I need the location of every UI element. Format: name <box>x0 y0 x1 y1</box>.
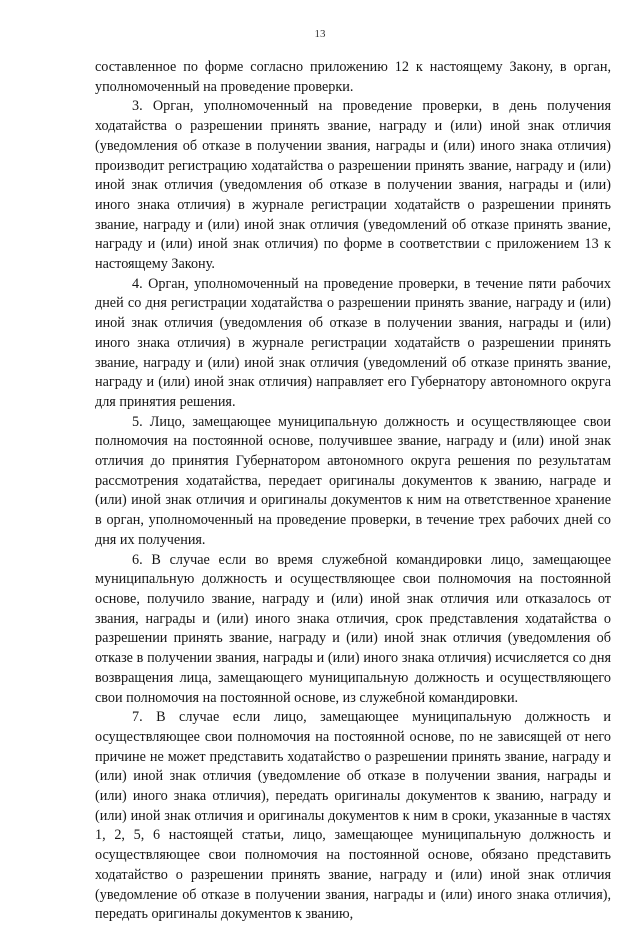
paragraph-3: 3. Орган, уполномоченный на проведение проверки, в день получения ходатайства о разрешении принять звание, награду и (или) иной знак отличия (уведомления об отказе в получении звания, награды и (или) иного знака отличия) производит регистрацию ходатайства о разрешении принять звание, награду и (или) иной знак отличия (уведомления об отказе в получении звания, награды и (или) иного знака отличия) в журнале регистрации ходатайств о разрешении принять звание, награду и (или) иной знак отличия (уведомлений об отказе принять звание, награду и (или) иной знак отличия) по форме в соответствии с приложением 13 к настоящему Закону. <box>95 98 611 273</box>
document-body <box>95 58 611 925</box>
paragraph-6: 6. В случае если во время служебной командировки лицо, замещающее муниципальную должность и осуществляющее свои полномочия на постоянной основе, получило звание, награду и (или) иной знак отличия или отказалось от звания, награды и (или) иного знака отличия, срок представления ходатайства о разрешении принять звание, награду и (или) иной знак отличия (уведомления об отказе в получении звания, награды и (или) иного знака отличия) исчисляется со дня возвращения лица, замещающего муниципальную должность и осуществляющего свои полномочия на постоянной основе, из служебной командировки. <box>95 551 611 706</box>
paragraph-4: 4. Орган, уполномоченный на проведение проверки, в течение пяти рабочих дней со дня регистрации ходатайства о разрешении принять звание, награду и (или) иной знак отличия (уведомления об отказе в получении звания, награды и (или) иного знака отличия) в журнале регистрации ходатайств о разрешении принять звание, награду и (или) иной знак отличия (уведомлений об отказе принять звание, награду и (или) иной знак отличия) направляет его Губернатору автономного округа для принятия решения. <box>95 275 611 410</box>
paragraph-7: 7. В случае если лицо, замещающее муниципальную должность и осуществляющее свои полномочия на постоянной основе, по не зависящей от него причине не может представить ходатайство о разрешении принять звание, награду и (или) иной знак отличия (уведомление об отказе в получении звания, награды и (или) иного знака отличия), передать оригиналы документов к званию, награду и (или) иной знак отличия и оригиналы документов к ним в сроки, указанные в частях 1, 2, 5, 6 настоящей статьи, лицо, замещающее муниципальную должность и осуществляющее свои полномочия на постоянной основе, обязано представить ходатайство о разрешении принять звание, награду и (или) иной знак отличия (уведомление об отказе в получении звания, награды и (или) иного знака отличия), передать оригиналы документов к званию, <box>95 709 611 923</box>
paragraph-continuation: составленное по форме согласно приложению 12 к настоящему Закону, в орган, уполномоченный на проведение проверки. <box>95 59 611 95</box>
paragraph-5: 5. Лицо, замещающее муниципальную должность и осуществляющее свои полномочия на постоянной основе, получившее звание, награду и (или) иной знак отличия до принятия Губернатором автономного округа решения по результатам рассмотрения ходатайства, передает оригиналы документов к званию, награде и (или) иной знак отличия и оригиналы документов к ним на ответственное хранение в орган, уполномоченный на проведение проверки, в течение трех рабочих дней со дня их получения. <box>95 413 611 548</box>
page-number: 13 <box>314 28 326 40</box>
